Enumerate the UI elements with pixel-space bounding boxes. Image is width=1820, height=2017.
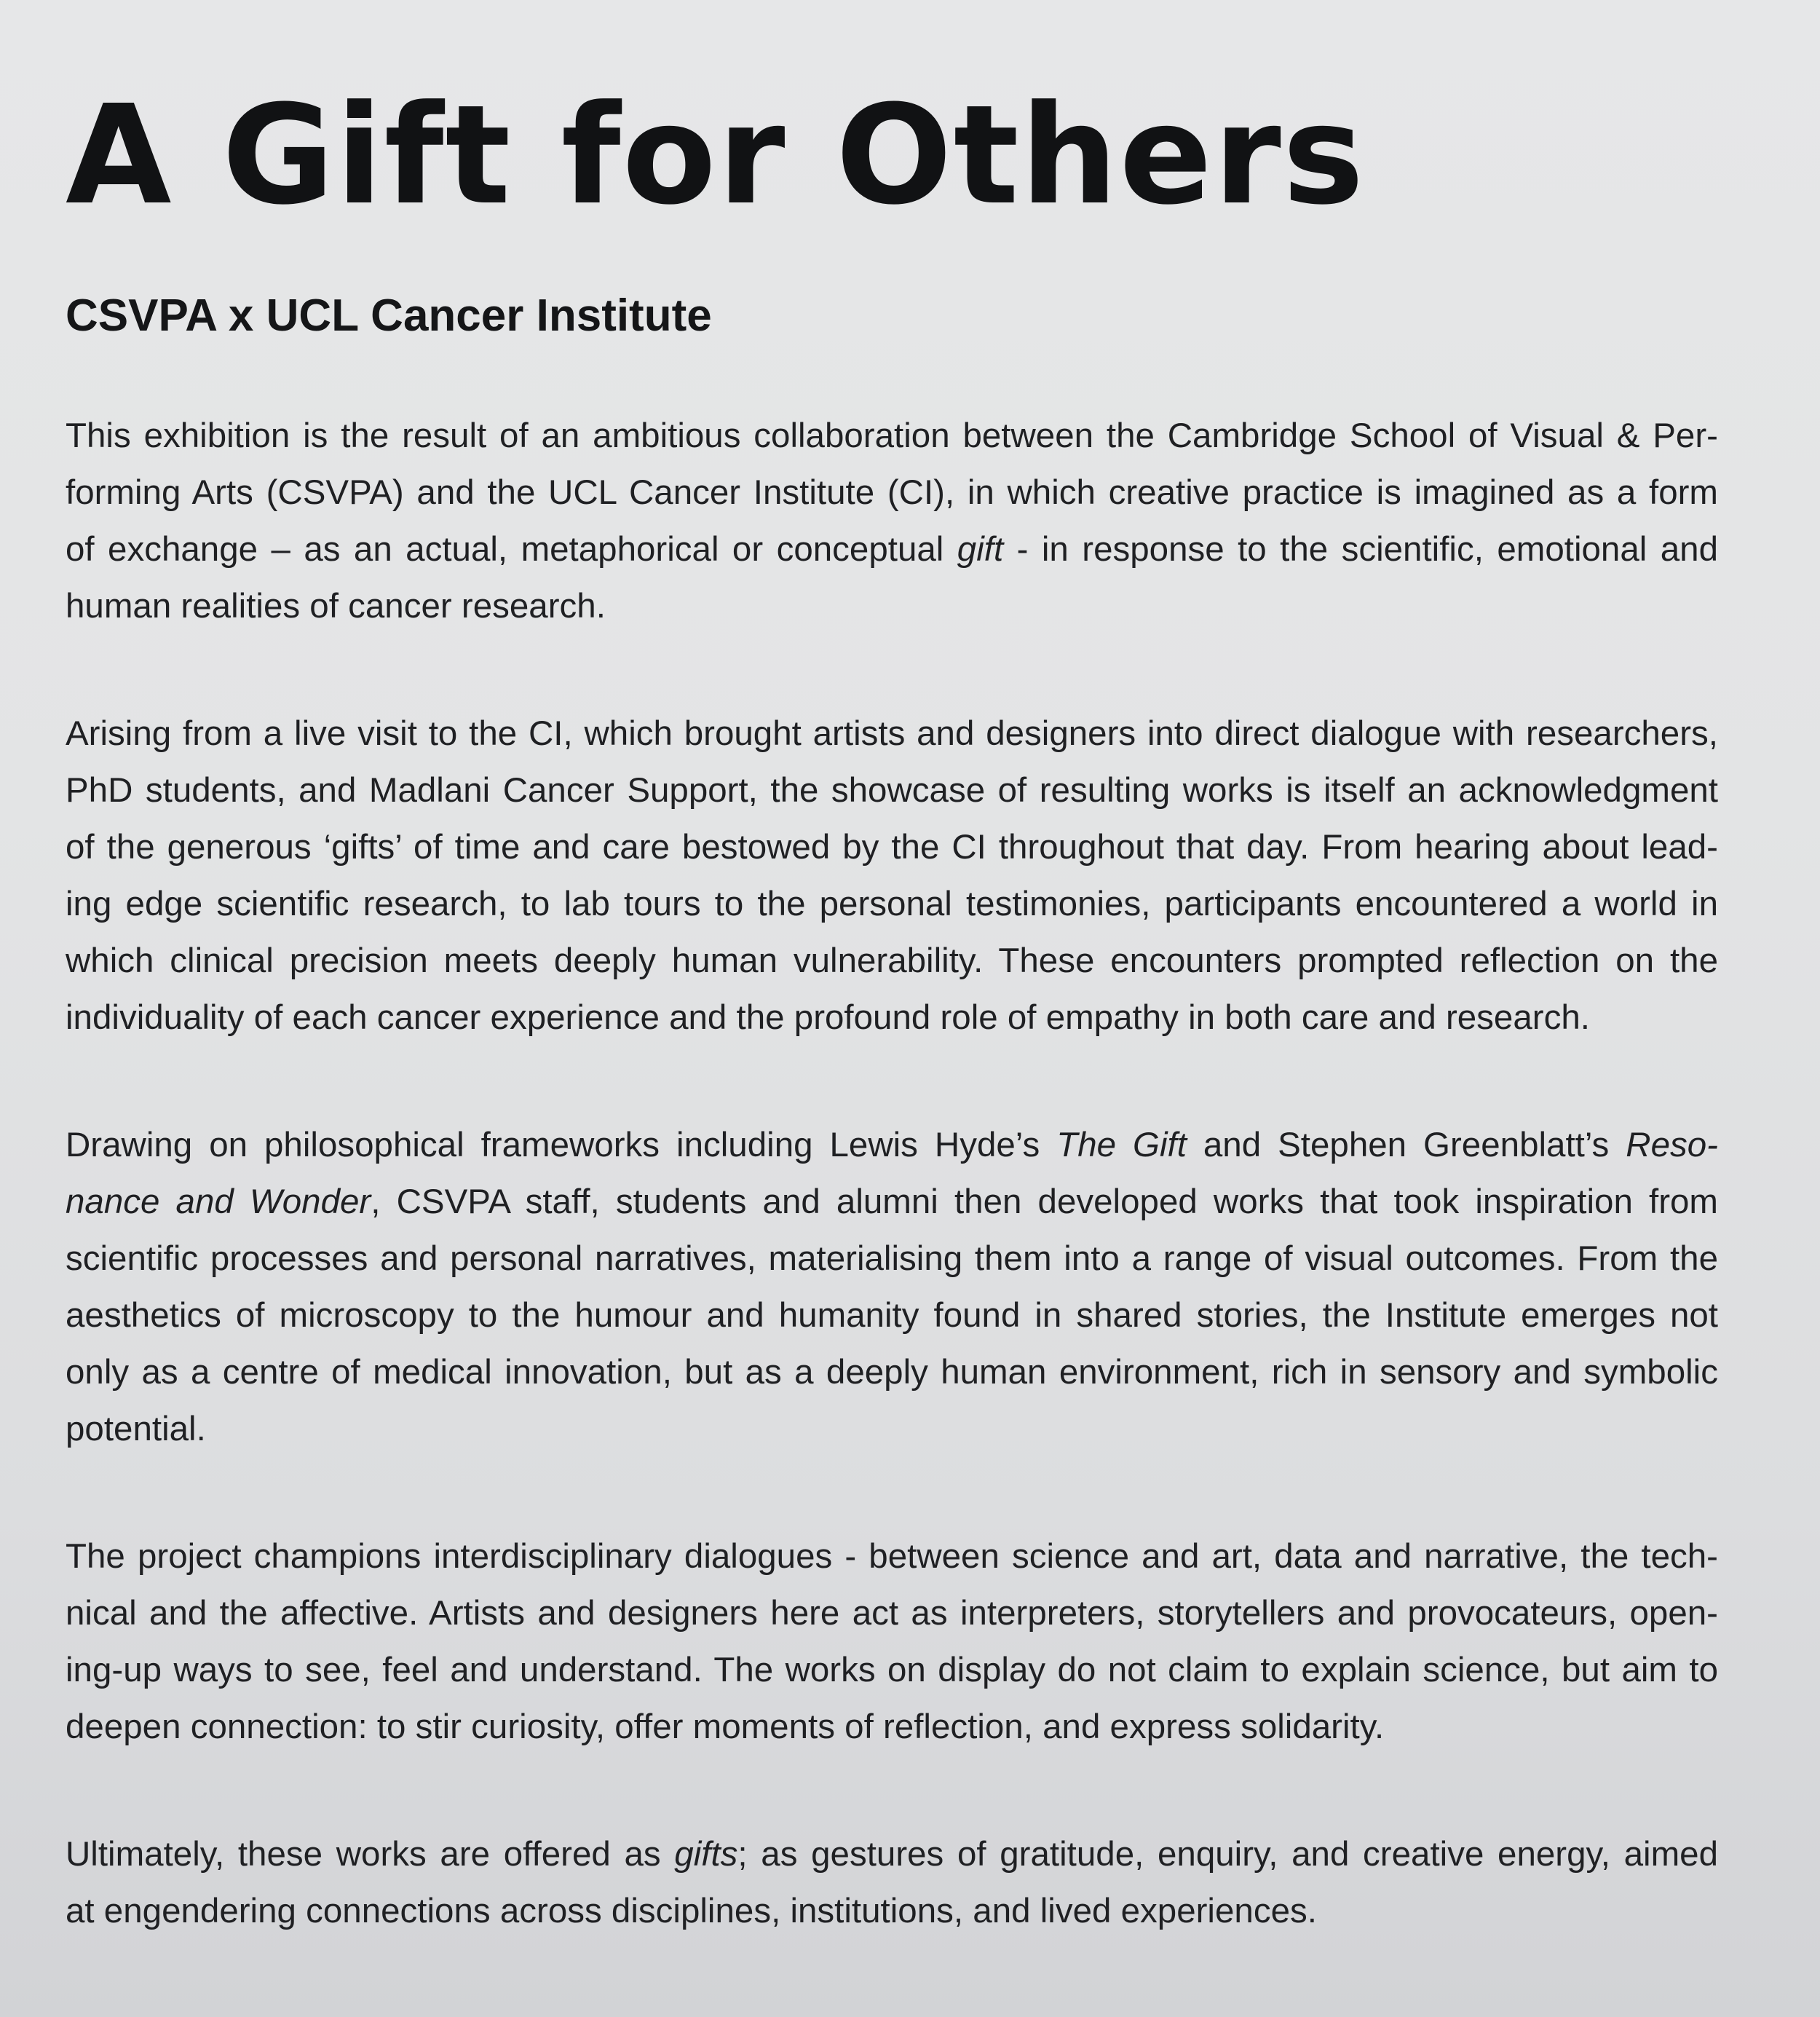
text-line: ing-up ways to see, feel and understand. The works on display do not claim to explain science, but aim to [66, 1651, 1718, 1689]
emphasis-gifts: gifts [674, 1835, 738, 1874]
paragraph-intro [66, 408, 1718, 635]
paragraph-ultimately [66, 1826, 1718, 1940]
text-line: potential. [66, 1410, 206, 1448]
text-line: deepen connection: to stir curiosity, offer moments of reflection, and express solidarity. [66, 1708, 1385, 1746]
paragraph-dialogues [66, 1528, 1718, 1756]
text-line: individuality of each cancer experience and the profound role of empathy in both care and research. [66, 998, 1590, 1037]
text-line: forming Arts (CSVPA) and the UCL Cancer Institute (CI), in which creative practice is imagined as a form [66, 473, 1718, 512]
text-line: nance and Wonder, CSVPA staff, students and alumni then developed works that took inspiration from [66, 1183, 1719, 1221]
text-line: aesthetics of microscopy to the humour and humanity found in shared stories, the Institute emerges not [66, 1296, 1718, 1335]
text-line: only as a centre of medical innovation, but as a deeply human environment, rich in sensory and symbolic [66, 1353, 1718, 1392]
text-line: Drawing on philosophical frameworks including Lewis Hyde’s The Gift and Stephen Greenblatt’s Reso- [66, 1126, 1718, 1164]
text-line: human realities of cancer research. [66, 587, 606, 625]
body-copy [66, 408, 1718, 1940]
text-line: which clinical precision meets deeply human vulnerability. These encounters prompted reflection on the [66, 942, 1718, 980]
page-subtitle: CSVPA x UCL Cancer Institute [66, 291, 712, 341]
text-line: ing edge scientific research, to lab tours to the personal testimonies, participants encountered a world in [66, 885, 1718, 923]
text-line: The project champions interdisciplinary dialogues - between science and art, data and narrative, the tech- [66, 1537, 1718, 1576]
text-line: at engendering connections across disciplines, institutions, and lived experiences. [66, 1892, 1317, 1930]
text-line: Ultimately, these works are offered as gifts; as gestures of gratitude, enquiry, and creative energy, aimed [66, 1835, 1718, 1874]
paragraph-visit [66, 706, 1718, 1046]
emphasis-wonder: nance and Wonder [66, 1183, 371, 1221]
paragraph-frameworks [66, 1117, 1718, 1458]
text-line: of exchange – as an actual, metaphorical or conceptual gift - in response to the scientific, emotional and [66, 530, 1718, 569]
text-line: PhD students, and Madlani Cancer Support, the showcase of resulting works is itself an acknowledgment [66, 771, 1718, 810]
emphasis-gift: gift [957, 530, 1004, 569]
text-line: nical and the affective. Artists and designers here act as interpreters, storytellers and provocateurs, open- [66, 1594, 1718, 1633]
emphasis-resonance: Reso- [1626, 1126, 1718, 1164]
text-line: This exhibition is the result of an ambitious collaboration between the Cambridge School of Visual & Per- [66, 417, 1718, 455]
text-line: Arising from a live visit to the CI, which brought artists and designers into direct dialogue with researchers, [66, 714, 1718, 753]
page-title: A Gift for Others [66, 76, 1366, 235]
text-line: of the generous ‘gifts’ of time and care bestowed by the CI throughout that day. From hearing about lead- [66, 828, 1718, 867]
emphasis-the-gift: The Gift [1056, 1126, 1187, 1164]
text-line: scientific processes and personal narratives, materialising them into a range of visual outcomes. From the [66, 1239, 1718, 1278]
